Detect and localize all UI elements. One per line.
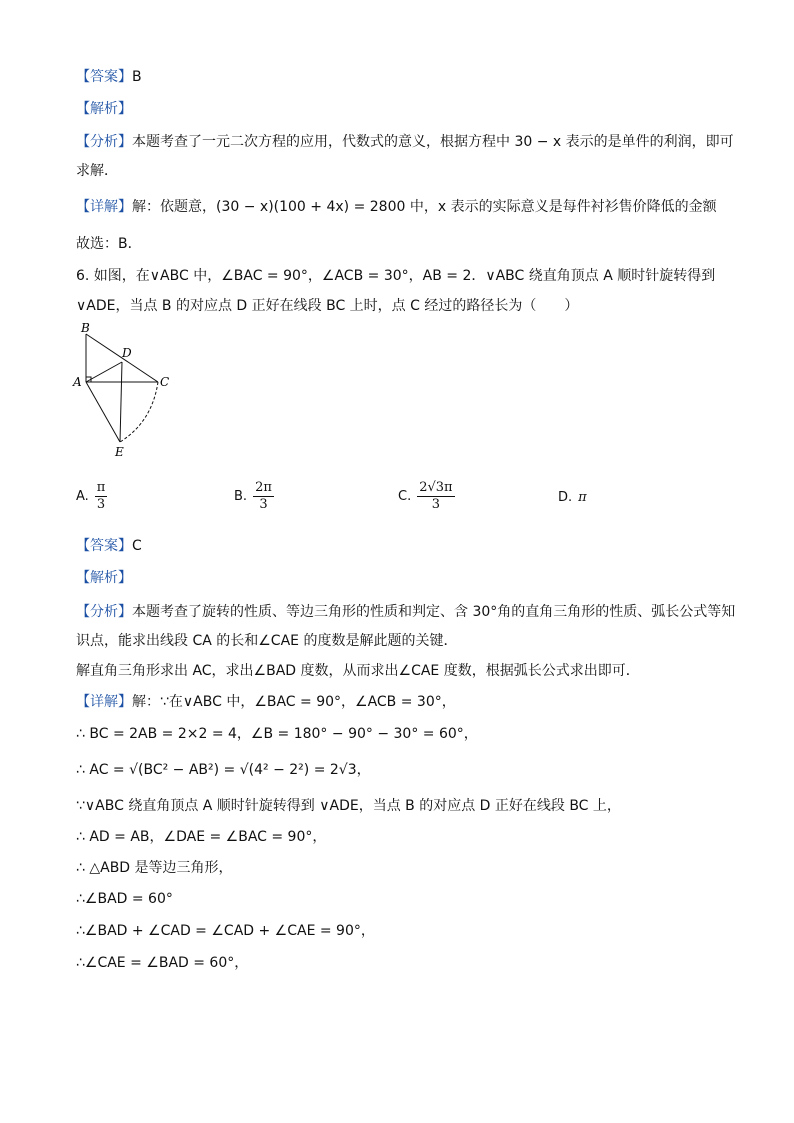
- option-b-numerator: 2π: [255, 480, 272, 495]
- answer-line-1: [76, 68, 142, 86]
- xiangjie2-line-2: ∴ BC = 2AB = 2×2 = 4，∠B = 180° − 90° − 30° = 60°，: [76, 726, 478, 742]
- choose-line: 故选：B．: [76, 236, 142, 252]
- answer-line-2: [76, 537, 142, 555]
- analysis-tag: 【解析】: [76, 101, 132, 117]
- xiangjie2-line-6: ∴ △ABD 是等边三角形，: [76, 860, 233, 876]
- xiangjie2-line-5: ∴ AD = AB，∠DAE = ∠BAC = 90°，: [76, 829, 327, 845]
- label-b: B: [81, 322, 90, 335]
- fenxi2-text: 本题考查了旋转的性质、等边三角形的性质和判定、含 30°角的直角三角形的性质、弧长公式等知: [132, 604, 736, 620]
- option-a-denominator: 3: [96, 497, 106, 512]
- option-c-numerator: 2√3π: [419, 480, 453, 495]
- answer-tag: 【答案】: [76, 69, 132, 85]
- fenxi-tag: 【分析】: [76, 134, 132, 150]
- arc-ce: [120, 382, 158, 442]
- segment-de: [120, 362, 122, 442]
- option-a: [76, 480, 107, 513]
- option-b: [234, 480, 274, 513]
- fenxi2-line-1: [76, 603, 735, 621]
- fenxi2-line-3: 解直角三角形求出 AC，求出∠BAD 度数，从而求出∠CAE 度数，根据弧长公式求出即可．: [76, 663, 640, 679]
- fenxi-text: 本题考查了一元二次方程的应用，代数式的意义，根据方程中 30 − x 表示的是单件的利润，即可: [132, 134, 734, 150]
- fenxi-line-1: [76, 133, 734, 151]
- fenxi2-tag: 【分析】: [76, 604, 132, 620]
- label-c: C: [160, 375, 170, 389]
- option-d-label: D.: [558, 490, 573, 505]
- xiangjie2-line-1: [76, 693, 456, 711]
- answer2-value: C: [132, 538, 142, 554]
- xiangjie2-line-9: ∴∠CAE = ∠BAD = 60°，: [76, 955, 249, 971]
- segment-ae: [86, 382, 120, 442]
- option-b-denominator: 3: [259, 497, 268, 512]
- option-d-value: π: [578, 490, 587, 505]
- label-e: E: [115, 445, 124, 459]
- option-b-fraction: [253, 480, 274, 513]
- option-c-fraction: [417, 480, 454, 513]
- fenxi2-line-2: 识点，能求出线段 CA 的长和∠CAE 的度数是解此题的关键．: [76, 633, 458, 649]
- xiangjie2-text-0: 解：∵在∨ABC 中，∠BAC = 90°，∠ACB = 30°，: [132, 694, 456, 710]
- analysis2-tag: 【解析】: [76, 570, 132, 586]
- question-6-line-2: ∨ADE，当点 B 的对应点 D 正好在线段 BC 上时，点 C 经过的路径长为（ ）: [76, 298, 579, 314]
- xiangjie-tag: 【详解】: [76, 199, 132, 215]
- option-c-denominator: 3: [431, 497, 441, 512]
- xiangjie2-line-4: ∵∨ABC 绕直角顶点 A 顺时针旋转得到 ∨ADE，当点 B 的对应点 D 正好在线段 BC 上，: [76, 798, 621, 814]
- fenxi-line-2: 求解．: [76, 163, 118, 179]
- answer-value: B: [132, 69, 142, 85]
- xiangjie2-line-3: ∴ AC = √(BC² − AB²) = √(4² − 2²) = 2√3，: [76, 762, 371, 778]
- option-c: [398, 480, 455, 513]
- option-d: [558, 490, 587, 505]
- answer2-tag: 【答案】: [76, 538, 132, 554]
- xiangjie2-tag: 【详解】: [76, 694, 132, 710]
- xiangjie2-line-8: ∴∠BAD + ∠CAD = ∠CAD + ∠CAE = 90°，: [76, 923, 375, 939]
- option-b-label: B.: [234, 489, 248, 504]
- option-c-label: C.: [398, 489, 412, 504]
- question-6-line-1: 6. 如图，在∨ABC 中，∠BAC = 90°，∠ACB = 30°，AB = 2．∨ABC 绕直角顶点 A 顺时针旋转得到: [76, 268, 716, 284]
- geometry-figure: [70, 322, 180, 462]
- xiangjie2-line-7: ∴∠BAD = 60°: [76, 891, 173, 907]
- label-d: D: [122, 346, 132, 360]
- option-a-label: A.: [76, 489, 89, 504]
- xiangjie-line-1: [76, 198, 717, 216]
- label-a: A: [73, 375, 82, 389]
- option-a-numerator: π: [96, 480, 106, 495]
- xiangjie-text: 解：依题意，(30 − x)(100 + 4x) = 2800 中，x 表示的实际意义是每件衬衫售价降低的金额: [132, 199, 717, 215]
- option-a-fraction: [95, 480, 108, 513]
- geometry-svg: [70, 322, 180, 462]
